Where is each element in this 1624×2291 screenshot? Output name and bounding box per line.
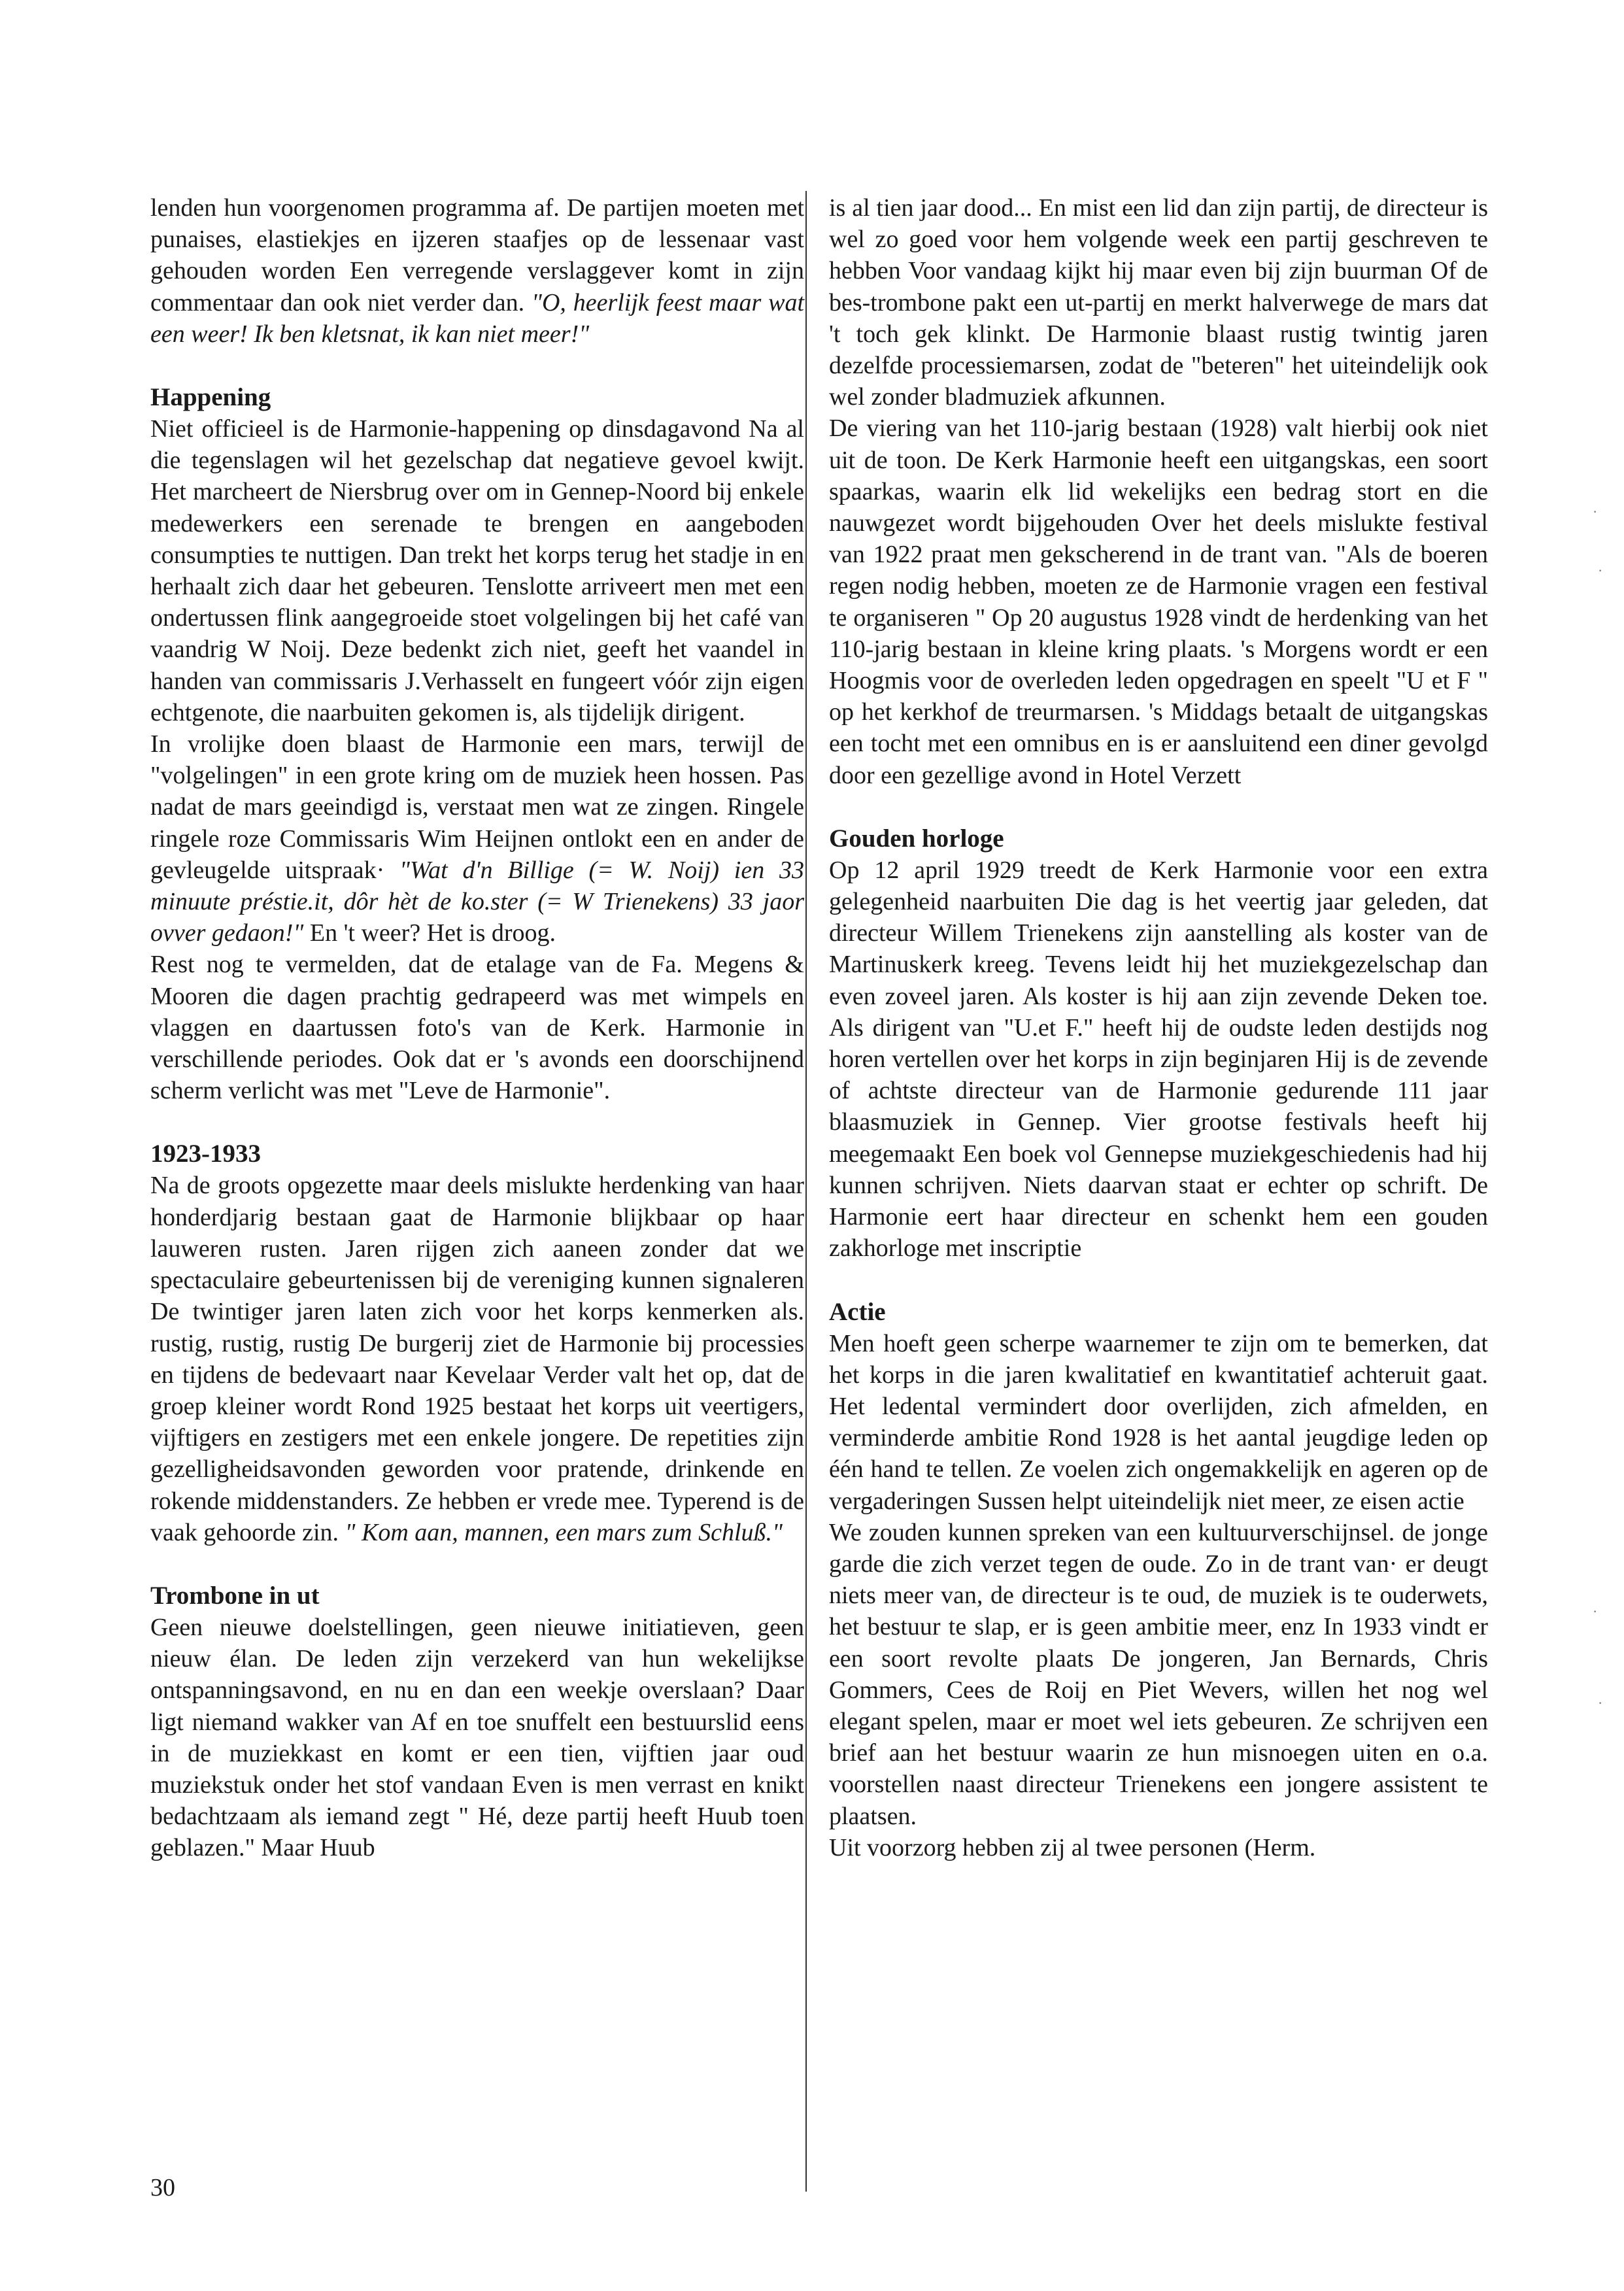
paragraph: De viering van het 110-jarig bestaan (1928) valt hierbij ook niet uit de toon. De Kerk Harmonie heeft een uitgangskas, een soort spaarkas, waarin elk lid wekelijks een bedrag stort en die nauwgezet wordt bijgehouden Over het deels mislukte festival van 1922 praat men gekscherend in de trant van. "Als de boeren regen nodig hebben, moeten ze de Harmonie vragen een festival te organiseren " Op 20 augustus 1928 vindt de herdenking van het 110-jarig bestaan in kleine kring plaats. 's Morgens wordt er een Hoogmis voor de overleden leden opgedragen en speelt "U et F " op het kerkhof de treurmarsen. 's Middags betaalt de uitgangskas een tocht met een omnibus en is er aansluitend een diner gevolgd door een gezellige avond in Hotel Verzett <box>829 415 1488 789</box>
paragraph: is al tien jaar dood... En mist een lid dan zijn partij, de directeur is wel zo goed voor hem volgende week een partij geschreven te hebben Voor vandaag kijkt hij maar even bij zijn buurman Of de bes-trombone pakt een ut-partij en merkt halverwege de mars dat 't toch gek klinkt. De Harmonie blaast rustig twintig jaren dezelfde processiemarsen, zodat de "beteren" het uiteindelijk ook wel zonder bladmuziek afkunnen. <box>829 194 1488 411</box>
paragraph-text: En 't weer? Het is droog. <box>303 919 556 947</box>
spacer <box>829 1264 1488 1296</box>
left-column <box>150 192 804 1864</box>
paragraph-text: Na de groots opgezette maar deels mislukte herdenking van haar honderdjarig bestaan gaat de Harmonie blijkbaar op haar lauweren rusten. Jaren rijgen zich aaneen zonder dat we spectaculaire gebeurtenissen bij de vereniging kunnen signaleren De twintiger jaren laten zich voor het korps kenmerken als. rustig, rustig, rustig De burgerij ziet de Harmonie bij processies en tijdens de bedevaart naar Kevelaar Verder valt het op, dat de groep kleiner wordt Rond 1925 bestaat het korps uit veertigers, vijftigers en zestigers met een enkele jongere. De repetities zijn gezelligheidsavonden geworden voor pratende, drinkende en rokende middenstanders. Ze hebben er vrede mee. Typerend is de vaak gehoorde zin. <box>150 1172 804 1546</box>
scan-speck: · <box>1593 1603 1598 1620</box>
spacer <box>150 1106 804 1138</box>
spacer <box>829 791 1488 823</box>
section-heading-actie: Actie <box>829 1297 886 1326</box>
scan-speck: · <box>1593 503 1598 520</box>
scan-speck: · <box>1598 1695 1603 1711</box>
section-heading-period: 1923-1933 <box>150 1140 261 1168</box>
paragraph: Op 12 april 1929 treedt de Kerk Harmonie voor een extra gelegenheid naarbuiten Die dag is het veertig jaar geleden, dat directeur Willem Trienekens zijn aanstelling als koster van de Martinuskerk kreeg. Tevens leidt hij het muziekgezelschap dan even zoveel jaren. Als koster is hij aan zijn zevende Deken toe. Als dirigent van "U.et F." heeft hij de oudste leden destijds nog horen vertellen over het korps in zijn beginjaren Hij is de zevende of achtste directeur van de Harmonie gedurende 111 jaar blaasmuziek in Gennep. Vier grootse festivals heeft hij meegemaakt Een boek vol Gennepse muziekgeschiedenis had hij kunnen schrijven. Niets daarvan staat er echter op schrift. De Harmonie eert haar directeur en schenkt hem een gouden zakhorloge met inscriptie <box>829 856 1488 1263</box>
inline-quote: " Kom aan, mannen, een mars zum Schluß." <box>345 1518 783 1546</box>
paragraph: Rest nog te vermelden, dat de etalage van de Fa. Megens & Mooren die dagen prachtig gedrapeerd was met wimpels en vlaggen en daartussen foto's van de Kerk. Harmonie in verschillende periodes. Ook dat er 's avonds een doorschijnend scherm verlicht was met "Leve de Harmonie". <box>150 951 804 1105</box>
inline-quote: "Wat d'n Billige (= W. Noij) ien 33 minuute préstie.it, dôr hèt de ko.ster (= W Trienekens) 33 jaor ovver gedaon!" <box>150 856 804 947</box>
column-divider <box>805 191 807 2192</box>
inline-quote: "O, heerlijk feest maar wat een weer! Ik ben kletsnat, ik kan niet meer!" <box>150 288 805 348</box>
paragraph-text: In vrolijke doen blaast de Harmonie een mars, terwijl de "volgelingen" in een grote kring om de muziek heen hossen. Pas nadat de mars geeindigd is, verstaat men wat ze zingen. Ringele ringele roze Commissaris Wim Heijnen ontlokt een en ander de gevleugelde uitspraak· <box>150 730 804 884</box>
right-column <box>829 192 1488 1863</box>
paragraph: Men hoeft geen scherpe waarnemer te zijn om te bemerken, dat het korps in die jaren kwalitatief en kwantitatief achteruit gaat. Het ledental vermindert door overlijden, zich afmelden, en verminderde ambitie Rond 1928 is het aantal jeugdige leden op één hand te tellen. Ze voelen zich ongemakkelijk en ageren op de vergaderingen Sussen helpt uiteindelijk niet meer, ze eisen actie <box>829 1329 1488 1515</box>
scan-speck: · <box>1598 562 1603 579</box>
paragraph: Geen nieuwe doelstellingen, geen nieuwe initiatieven, geen nieuw élan. De leden zijn verzekerd van hun wekelijkse ontspanningsavond, en nu en dan een weekje overslaan? Daar ligt niemand wakker van Af en toe snuffelt een bestuurslid eens in de muziekkast en komt er een tien, vijftien jaar oud muziekstuk onder het stof vandaan Even is men verrast en knikt bedachtzaam als iemand zegt " Hé, deze partij heeft Huub toen geblazen." Maar Huub <box>150 1613 804 1862</box>
paragraph: We zouden kunnen spreken van een kultuurverschijnsel. de jonge garde die zich verzet tegen de oude. Zo in de trant van· er deugt niets meer van, de directeur is te oud, de muziek is te ouderwets, het bestuur te slap, er is geen ambitie meer, enz In 1933 vindt er een soort revolte plaats De jongeren, Jan Bernards, Chris Gommers, Cees de Roij en Piet Wevers, willen het nog wel elegant spelen, maar er moet wel iets gebeuren. Ze schrijven een brief aan het bestuur waarin ze hun misnoegen uiten en o.a. voorstellen naast directeur Trienekens een jongere assistent te plaatsen. <box>829 1518 1488 1830</box>
section-heading-trombone: Trombone in ut <box>150 1581 320 1610</box>
paragraph <box>150 728 804 949</box>
spacer <box>150 1548 804 1580</box>
paragraph <box>150 192 804 350</box>
paragraph-text: lenden hun voorgenomen programma af. De partijen moeten met punaises, elastiekjes en ijzeren staafjes op de lessenaar vast gehouden worden Een verregende verslaggever komt in zijn commentaar dan ook niet verder dan. <box>150 194 804 316</box>
section-heading-horloge: Gouden horloge <box>829 824 1004 853</box>
paragraph <box>150 1170 804 1548</box>
page-number: 30 <box>150 2174 175 2201</box>
paragraph: Uit voorzorg hebben zij al twee personen (Herm. <box>829 1833 1316 1861</box>
section-heading-happening: Happening <box>150 383 271 412</box>
paragraph: Niet officieel is de Harmonie-happening op dinsdagavond Na al die tegenslagen wil het gezelschap dat negatieve gevoel kwijt. Het marcheert de Niersbrug over om in Gennep-Noord bij enkele medewerkers een serenade te brengen en aangeboden consumpties te nuttigen. Dan trekt het korps terug het stadje in en herhaalt zich daar het gebeuren. Tenslotte arriveert men met een ondertussen flink aangegroeide stoet volgelingen bij het café van vaandrig W Noij. Deze bedenkt zich niet, geeft het vaandel in handen van commissaris J.Verhasselt en fungeert vóór zijn eigen echtgenote, die naarbuiten gekomen is, als tijdelijk dirigent. <box>150 415 804 726</box>
spacer <box>150 350 804 381</box>
